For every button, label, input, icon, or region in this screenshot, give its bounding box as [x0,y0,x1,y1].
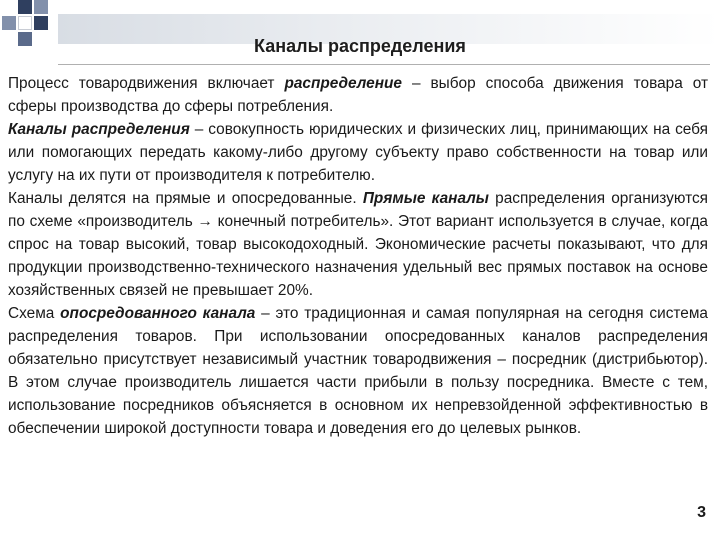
deco-square-mid [34,0,48,14]
emphasized-term: распределение [284,75,402,92]
deco-square-dark [18,0,32,14]
paragraph [8,118,708,187]
emphasized-term: опосредованного канала [60,305,256,322]
text-segment: – выбор способа движения товара от сферы производства до сферы потребления. [8,75,708,115]
paragraph [8,72,708,118]
deco-square-white [18,16,32,30]
body-text [8,72,708,440]
page-title: Каналы распределения [254,36,466,56]
emphasized-term: Каналы распределения [8,121,190,138]
text-segment: распределения организуются по схеме «производитель → конечный потребитель». Этот вариант используется в случае, когда спрос на товар высокий, товар высокодоходный. Экономические расчеты показывают, что для продукции производственно-технического назначения удельный вес прямых поставок на основе хозяйственных связей не превышает 20%. [8,190,708,299]
paragraph [8,302,708,440]
deco-square-dark [34,16,48,30]
text-segment: – совокупность юридических и физических лиц, принимающих на себя или помогающих передать какому-либо другому субъекту право собственности на товар или услугу на их пути от производителя к потребителю. [8,121,708,184]
text-segment: Процесс товародвижения включает [8,75,285,92]
text-segment: Каналы делятся на прямые и опосредованные. [8,190,363,207]
page-number: 3 [697,504,706,521]
text-segment: – это традиционная и самая популярная на сегодня система распределения товаров. При использовании опосредованных каналов распределения обязательно присутствует независимый участник товародвижения – посредник (дистрибьютор). В этом случае производитель лишается части прибыли в пользу посредника. Вместе с тем, использование посредников объясняется в основном их непревзойденной эффективностью в обеспечении широкой доступности товара и доведения его до целевых рынков. [8,305,708,437]
deco-square-mid [2,16,16,30]
emphasized-term: Прямые каналы [362,190,489,207]
paragraph [8,187,708,302]
title-divider [58,64,710,65]
text-segment: Схема [8,305,61,322]
